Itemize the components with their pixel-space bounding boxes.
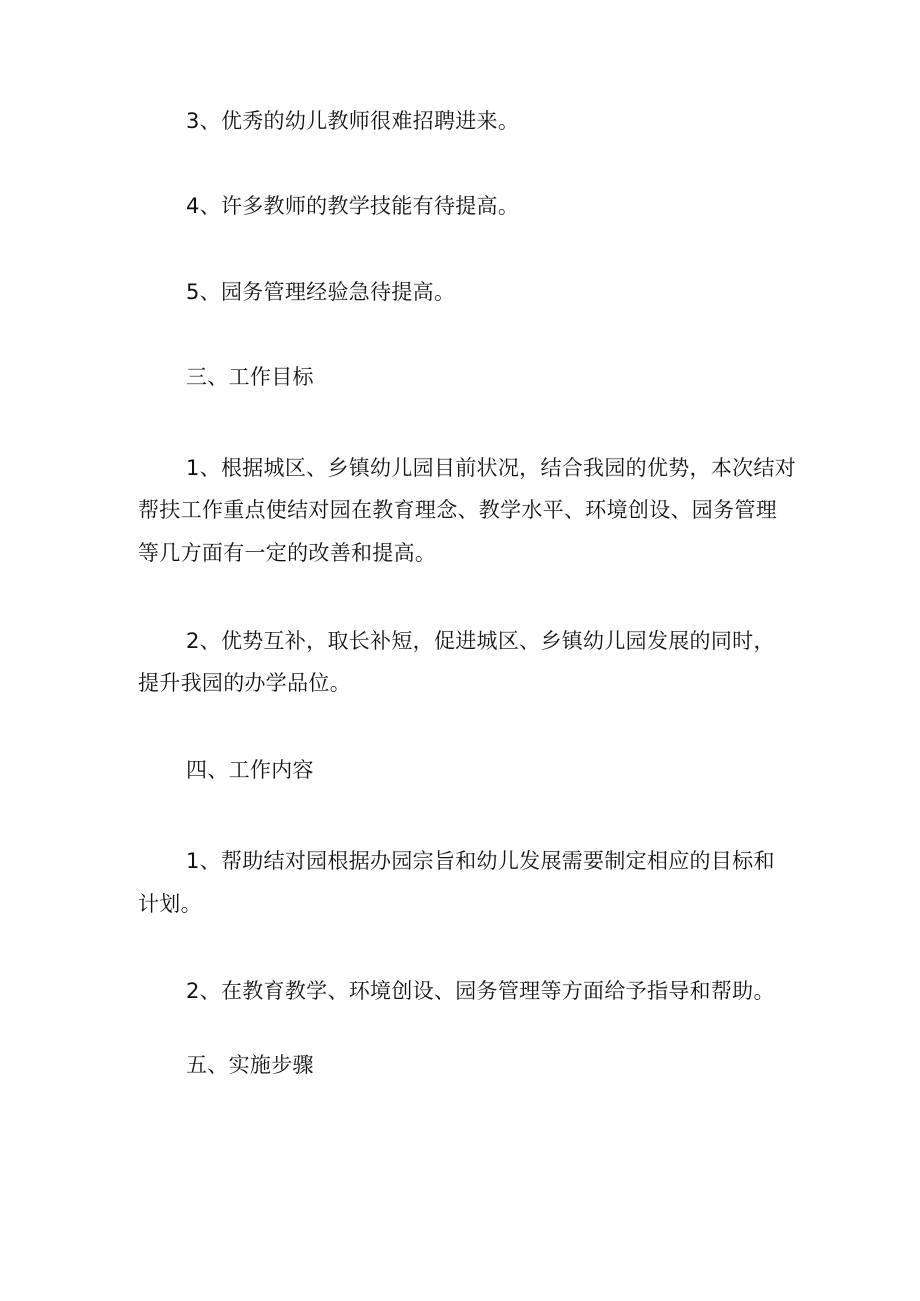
goal-2-line-2: 提升我园的办学品位。 (138, 671, 351, 695)
goal-1-line-2: 帮扶工作重点使结对园在教育理念、教学水平、环境创设、园务管理 (138, 498, 777, 522)
list-item-4-skills: 4、许多教师的教学技能有待提高。 (186, 194, 520, 218)
content-1-line-1: 1、帮助结对园根据办园宗旨和幼儿发展需要制定相应的目标和 (186, 849, 775, 873)
list-item-5-management: 5、园务管理经验急待提高。 (186, 280, 456, 304)
content-2-line-1: 2、在教育教学、环境创设、园务管理等方面给予指导和帮助。 (186, 979, 775, 1003)
list-item-3-shortage: 3、优秀的幼儿教师很难招聘进来。 (186, 109, 520, 133)
section-heading-goals: 三、工作目标 (186, 365, 314, 389)
goal-1-line-3: 等几方面有一定的改善和提高。 (138, 541, 437, 565)
content-1-line-2: 计划。 (138, 892, 202, 916)
goal-2-line-1: 2、优势互补，取长补短，促进城区、乡镇幼儿园发展的同时， (186, 629, 775, 653)
section-heading-steps: 五、实施步骤 (186, 1053, 314, 1077)
goal-1-line-1: 1、根据城区、乡镇幼儿园目前状况，结合我园的优势，本次结对 (186, 456, 797, 480)
section-heading-content: 四、工作内容 (186, 758, 314, 782)
